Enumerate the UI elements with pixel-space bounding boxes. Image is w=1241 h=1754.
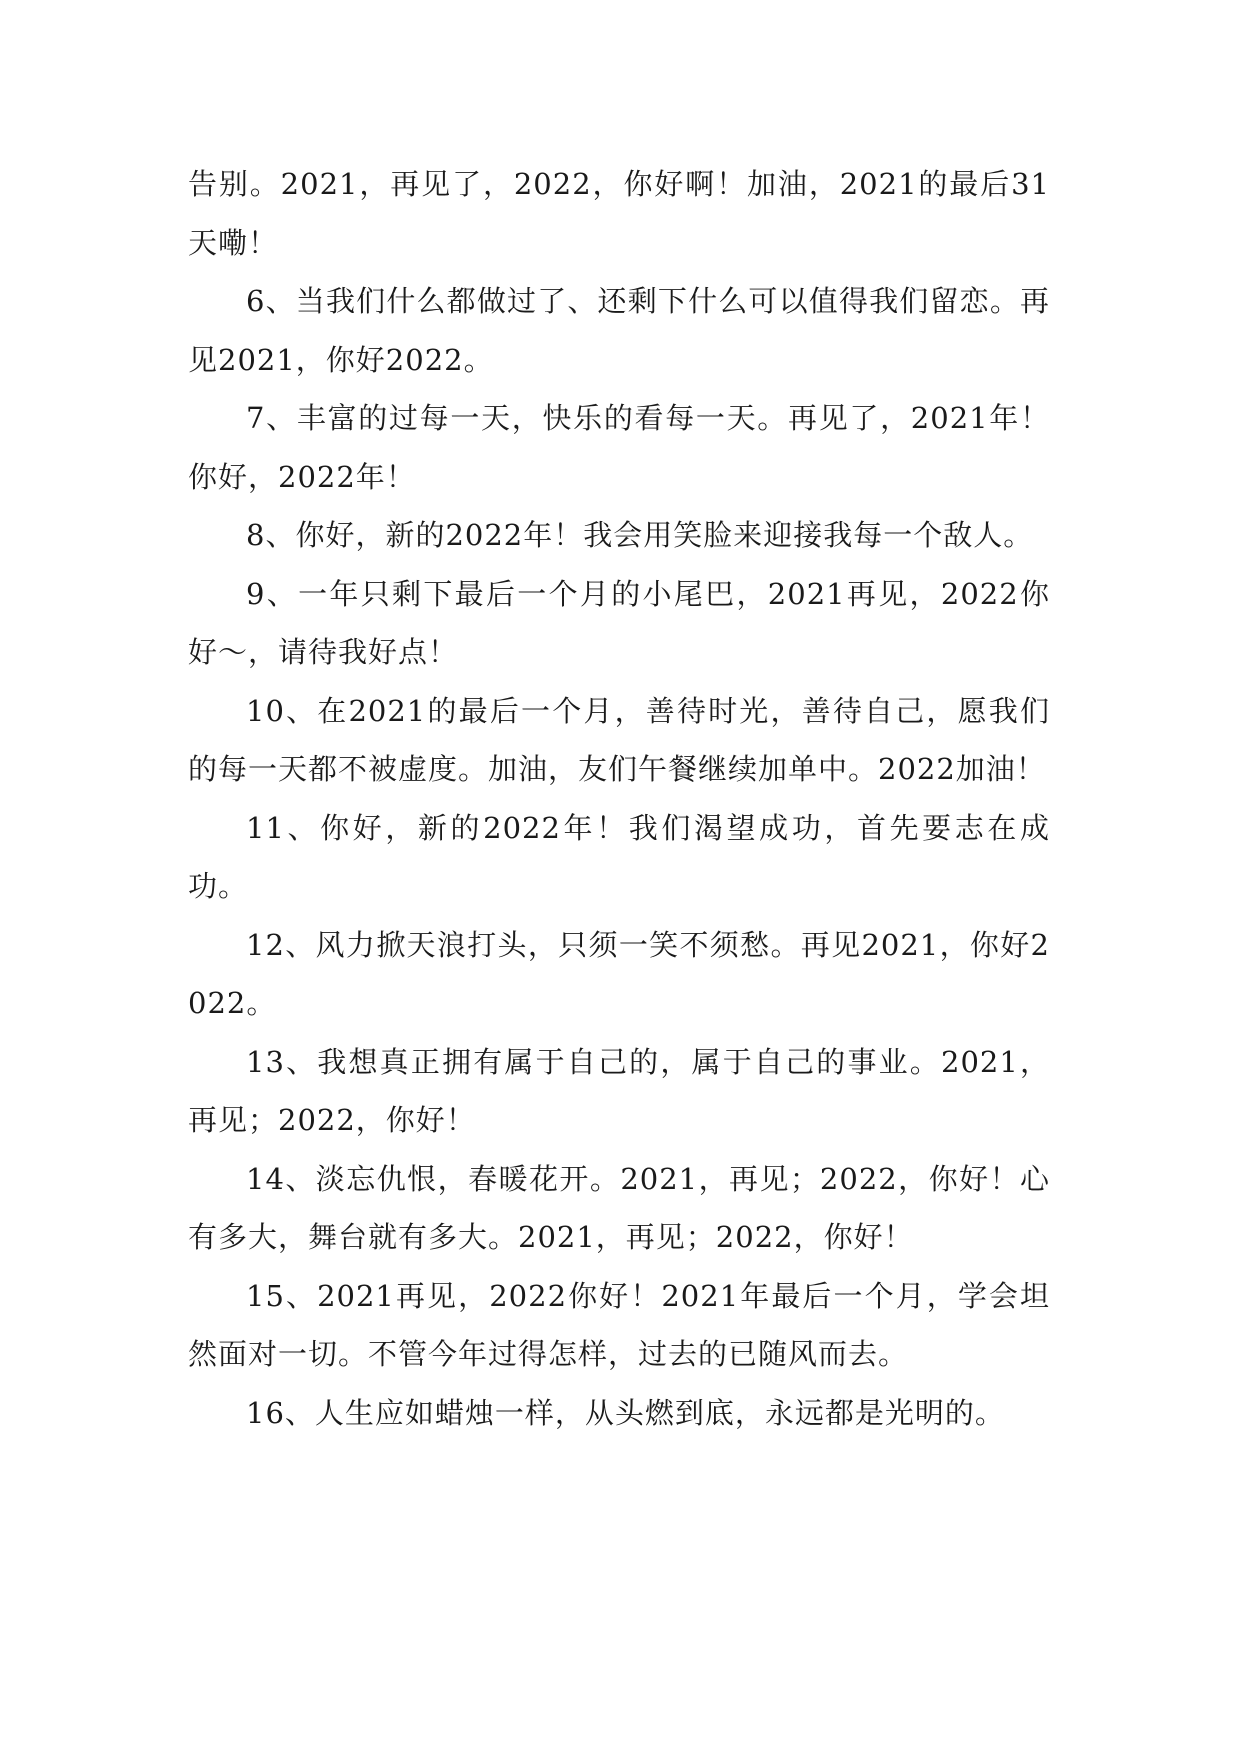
paragraph-item-14: 14、淡忘仇恨，春暖花开。2021，再见；2022，你好！心有多大，舞台就有多大。2021，再见；2022，你好！ <box>188 1161 1050 1254</box>
paragraph-item-12: 12、风力掀天浪打头，只须一笑不须愁。再见2021，你好2022。 <box>188 927 1050 1020</box>
paragraph-continuation: 告别。2021，再见了，2022，你好啊！加油，2021的最后31天嘞！ <box>188 167 1050 260</box>
paragraph-item-16: 16、人生应如蜡烛一样，从头燃到底，永远都是光明的。 <box>246 1395 1005 1430</box>
paragraph-item-8: 8、你好，新的2022年！我会用笑脸来迎接我每一个敌人。 <box>246 518 1034 552</box>
paragraph-item-11: 11、你好，新的2022年！我们渴望成功，首先要志在成功。 <box>188 810 1050 903</box>
paragraph-item-6: 6、当我们什么都做过了、还剩下什么可以值得我们留恋。再见2021，你好2022。 <box>188 284 1050 377</box>
document-body <box>188 155 1050 1442</box>
paragraph-item-13: 13、我想真正拥有属于自己的，属于自己的事业。2021，再见；2022，你好！ <box>188 1044 1050 1137</box>
paragraph-item-7: 7、丰富的过每一天，快乐的看每一天。再见了，2021年！你好，2022年！ <box>188 401 1050 494</box>
paragraph-item-9: 9、一年只剩下最后一个月的小尾巴，2021再见，2022你好～，请待我好点！ <box>188 576 1050 669</box>
paragraph-item-15: 15、2021再见，2022你好！2021年最后一个月，学会坦然面对一切。不管今年过得怎样，过去的已随风而去。 <box>188 1278 1050 1371</box>
paragraph-item-10: 10、在2021的最后一个月，善待时光，善待自己，愿我们的每一天都不被虚度。加油，友们午餐继续加单中。2022加油！ <box>188 693 1050 786</box>
